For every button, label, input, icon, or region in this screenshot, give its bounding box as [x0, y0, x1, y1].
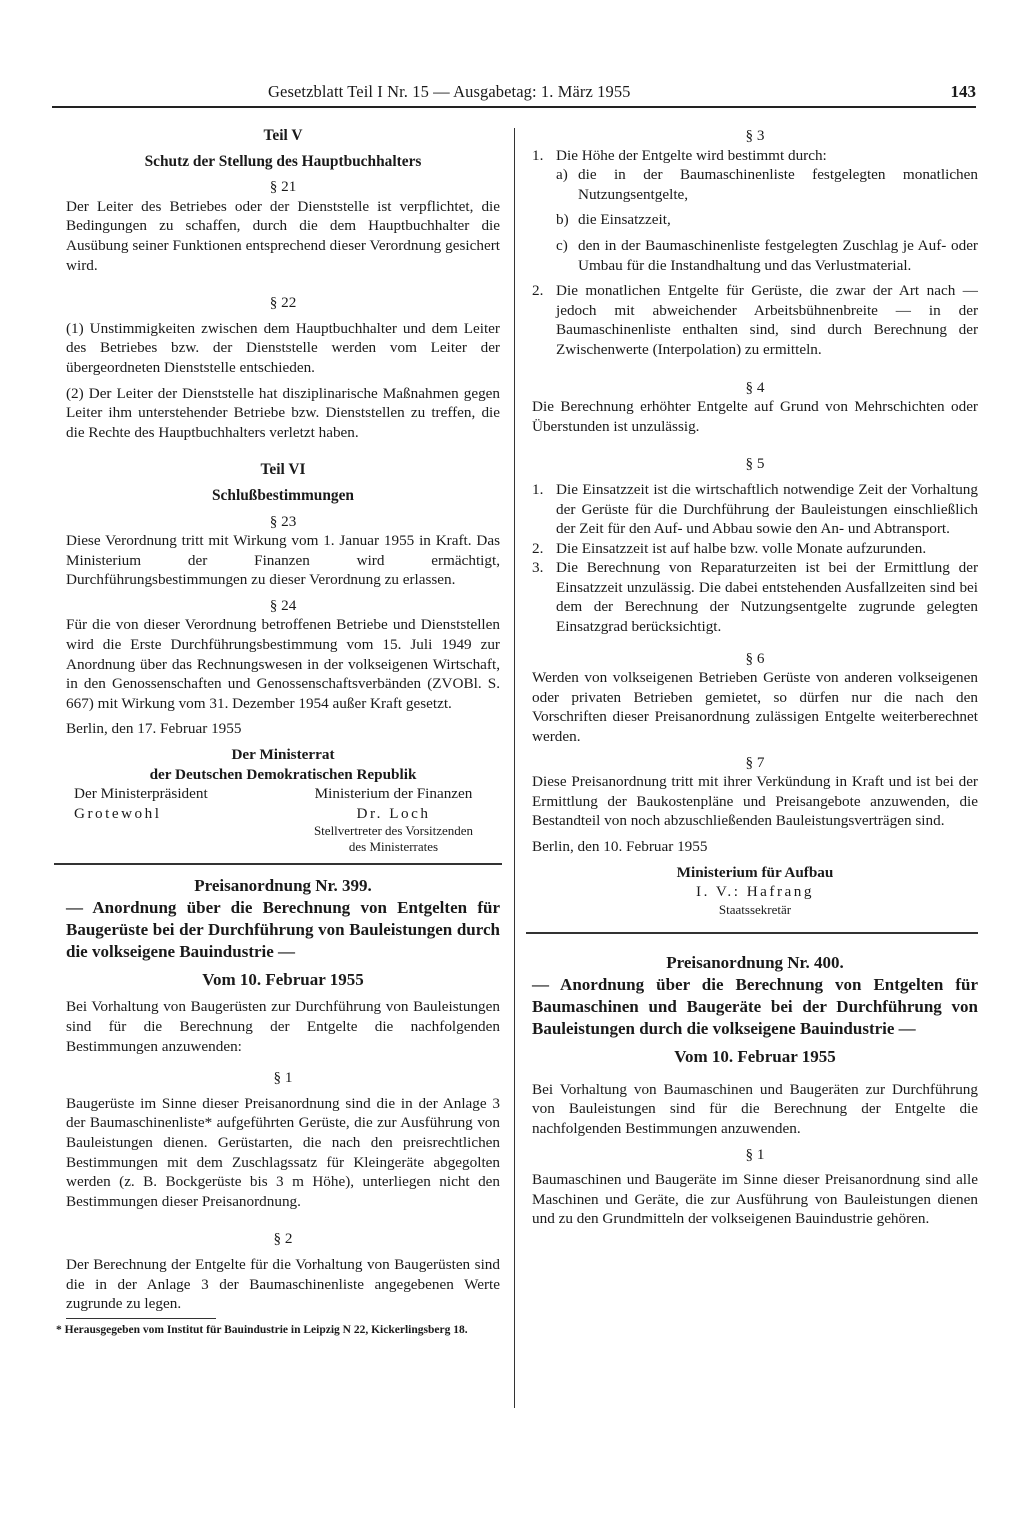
- signature-org-right: Ministerium für Aufbau: [676, 863, 834, 881]
- paragraph-label-399-6: § 6: [745, 649, 765, 667]
- paragraph-text-399-2: Der Berechnung der Entgelte für die Vorhaltung von Baugerüsten sind die in der Anlage 3 der Baumaschinenliste angegebenen Werte zugrunde zu legen.: [66, 1255, 500, 1313]
- paragraph-label-399-4: § 4: [745, 378, 765, 396]
- paragraph-label-22: § 22: [269, 294, 297, 312]
- left-column: [56, 126, 500, 1337]
- signature-names: [66, 804, 500, 824]
- preisanordnung-399-date: Vom 10. Februar 1955: [202, 970, 364, 990]
- page-number: 143: [950, 82, 976, 101]
- list-item-3-2: [532, 281, 978, 359]
- paragraph-label-399-7: § 7: [745, 753, 765, 771]
- preisanordnung-399-subtitle: — Anordnung über die Berechnung von Entgelten für Baugerüste bei der Durchführung von Bauleistungen durch die volkseigene Bauindustrie —: [66, 898, 500, 962]
- list-item-3-c: [532, 236, 978, 275]
- signature-left-role: Der Ministerpräsident: [74, 785, 208, 803]
- paragraph-text-399-1: Baugerüste im Sinne dieser Preisanordnung sind die in der Anlage 3 der Baumaschinenliste* aufgeführten Gerüste, die zur Ausführung von Bauleistungen dienen. Gerüstarten, die nach den preisrechtlichen Bestimmungen mit dem Zuschlagssatz für Kleingeräte abgegolten werden (z. B. Bockgerüste bis 3 m Höhe), unterliegen nicht den Bestimmungen dieser Preisanordnung.: [66, 1094, 500, 1210]
- list-text: Die Berechnung von Reparaturzeiten ist bei der Ermittlung der Einsatzzeit unzulässig. Die dabei entstehenden Ausfallzeiten sind bei dem der Berechnung der Nutzungsentgelte zugrunde gelegten Einsatzgrad berücksichtigt.: [556, 559, 978, 636]
- list-number: 3.: [532, 559, 544, 577]
- paragraph-label-400-1: § 1: [745, 1145, 765, 1163]
- list-item-3-a: [532, 165, 978, 204]
- signature-name-right: I. V.: Hafrang: [696, 883, 814, 901]
- section-rule: [54, 863, 502, 865]
- preisanordnung-399-intro: Bei Vorhaltung von Baugerüsten zur Durchführung von Bauleistungen sind für die Berechnung der Entgelte die nachfolgenden Bestimmungen anzuwenden:: [66, 998, 500, 1055]
- paragraph-text-399-7: Diese Preisanordnung tritt mit ihrer Verkündung in Kraft und ist bei der Ermittlung der Baukostenpläne und Preisangebote anzuwenden, die Bestandteil von noch abzuschließenden Bauleistungsverträgen sind.: [532, 773, 978, 830]
- preisanordnung-400-intro: Bei Vorhaltung von Baumaschinen und Baugeräten zur Durchführung von Bauleistungen sind für die Berechnung der Entgelte die nachfolgenden Bestimmungen anzuwenden.: [532, 1080, 978, 1137]
- list-item-3-1: [532, 146, 978, 166]
- signature-notes: [66, 823, 500, 839]
- right-column: [532, 126, 978, 1229]
- paragraph-label-24: § 24: [269, 596, 297, 614]
- section-title-teil-v: Schutz der Stellung des Hauptbuchhalters: [144, 152, 422, 170]
- preisanordnung-400-subtitle: — Anordnung über die Berechnung von Entgelten für Baumaschinen und Baugeräte bei der Durchführung von Bauleistungen durch die volkseigene Bauindustrie —: [532, 974, 978, 1038]
- list-text: Die Einsatzzeit ist die wirtschaftlich notwendige Zeit der Vorhaltung der Gerüste für die Durchführung der Bauleistungen einschließlich der Zeit für den Auf- und Abbau sowie den An- und Abtransport.: [556, 480, 978, 538]
- list-number: 2.: [532, 282, 544, 300]
- paragraph-label-399-5: § 5: [745, 455, 765, 473]
- list-text: Die monatlichen Entgelte für Gerüste, die zwar der Art nach — jedoch mit abweichender Arbeitsbühnenbreite — in der Baumaschinenliste enthalten sind, sind durch Berechnung der Zwischenwerte (Interpolation) zu ermitteln.: [556, 282, 978, 358]
- signature-left-name: Grotewohl: [74, 804, 162, 822]
- signature-roles: [66, 784, 500, 804]
- page-header: [52, 78, 976, 108]
- section-title-teil-vi: Schlußbestimmungen: [212, 486, 354, 504]
- list-number: 1.: [532, 146, 544, 164]
- list-item-3-b: [532, 210, 978, 230]
- preisanordnung-399-title: Preisanordnung Nr. 399.: [194, 876, 372, 896]
- list-letter: c): [556, 236, 568, 254]
- signature-org-line-2: der Deutschen Demokratischen Republik: [149, 765, 417, 783]
- paragraph-label-23: § 23: [269, 512, 297, 530]
- signature-right-note-1: Stellvertreter des Vorsitzenden: [313, 823, 474, 839]
- paragraph-text-22-1: (1) Unstimmigkeiten zwischen dem Hauptbuchhalter und dem Leiter des Betriebes bzw. der Dienststelle werden vom Leiter der übergeordneten Dienststelle entschieden.: [66, 319, 500, 376]
- list-text: Die Höhe der Entgelte wird bestimmt durch:: [556, 146, 827, 164]
- list-letter: b): [556, 211, 569, 229]
- paragraph-label-399-2: § 2: [273, 1230, 293, 1248]
- paragraph-label-21: § 21: [269, 178, 297, 196]
- section-rule-right: [526, 932, 978, 934]
- section-label-teil-v: Teil V: [263, 127, 303, 144]
- signature-notes-2: [66, 839, 500, 855]
- list-text: die Einsatzzeit,: [578, 211, 671, 229]
- section-label-teil-vi: Teil VI: [260, 461, 306, 479]
- paragraph-label-399-3: § 3: [745, 127, 765, 144]
- signature-right-name: Dr. Loch: [356, 804, 431, 822]
- paragraph-text-399-4: Die Berechnung erhöhter Entgelte auf Grund von Mehrschichten oder Überstunden ist unzulässig.: [532, 398, 978, 435]
- preisanordnung-400-date: Vom 10. Februar 1955: [674, 1046, 836, 1066]
- signature-right-note-2: des Ministerrates: [348, 839, 439, 855]
- header-title: Gesetzblatt Teil I Nr. 15 — Ausgabetag: 1. März 1955: [268, 82, 631, 101]
- paragraph-text-24: Für die von dieser Verordnung betroffenen Betriebe und Dienststellen wird die Erste Durchführungsbestimmung vom 15. Juli 1949 zur Anordnung über das Rechnungswesen in der volkseigenen Wirtschaft, in den Genossenschaften und Genossenschaftsverbänden (ZVOBl. S. 667) mit Wirkung vom 31. Dezember 1954 außer Kraft gesetzt.: [66, 616, 500, 712]
- signature-org-line-1: Der Ministerrat: [231, 746, 335, 764]
- column-divider: [514, 128, 515, 1408]
- preisanordnung-400-title: Preisanordnung Nr. 400.: [666, 952, 844, 972]
- footnote: * Herausgegeben vom Institut für Bauindustrie in Leipzig N 22, Kickerlingsberg 18.: [56, 1323, 468, 1336]
- paragraph-text-399-6: Werden von volkseigenen Betrieben Gerüste von anderen volkseigenen oder privaten Betrieben gemietet, so dürfen nur die nach den Vorschriften dieser Preisanordnung zulässigen Entgelte weiterberechnet werden.: [532, 669, 978, 746]
- place-date-right: Berlin, den 10. Februar 1955: [532, 838, 708, 855]
- paragraph-label-399-1: § 1: [273, 1069, 293, 1087]
- place-date: Berlin, den 17. Februar 1955: [66, 720, 242, 738]
- list-item-5-2: [532, 539, 978, 559]
- list-number: 1.: [532, 480, 544, 498]
- list-text: die in der Baumaschinenliste festgelegten monatlichen Nutzungsentgelte,: [578, 166, 978, 203]
- paragraph-text-22-2: (2) Der Leiter der Dienststelle hat disziplinarische Maßnahmen gegen Leiter ihm unterstehender Betriebe bzw. Dienststellen zu treffen, die die Rechte des Hauptbuchhalters verletzt haben.: [66, 384, 500, 441]
- list-number: 2.: [532, 539, 544, 557]
- list-item-5-1: [532, 480, 978, 539]
- paragraph-text-400-1: Baumaschinen und Baugeräte im Sinne dieser Preisanordnung sind alle Maschinen und Geräte, die zur Ausführung von Bauleistungen dienen und zu den Grundmitteln der volkseigenen Bauindustrie gehören.: [532, 1171, 978, 1228]
- signature-role-right: Staatssekretär: [718, 901, 792, 917]
- footnote-rule: [66, 1318, 216, 1319]
- list-text: Die Einsatzzeit ist auf halbe bzw. volle Monate aufzurunden.: [556, 539, 927, 557]
- signature-right-role: Ministerium der Finanzen: [314, 785, 473, 803]
- list-text: den in der Baumaschinenliste festgelegten Zuschlag je Auf- oder Umbau für die Instandhaltung und das Verlustmaterial.: [578, 236, 978, 274]
- paragraph-text-21: Der Leiter des Betriebes oder der Dienststelle ist verpflichtet, die Bedingungen zu schaffen, durch die dem Hauptbuchhalter die Ausübung seiner Funktionen entsprechend dieser Verordnung gesichert wird.: [66, 197, 500, 274]
- list-item-5-3: [532, 558, 978, 636]
- paragraph-text-23: Diese Verordnung tritt mit Wirkung vom 1. Januar 1955 in Kraft. Das Ministerium der Finanzen wird ermächtigt, Durchführungsbestimmungen zu dieser Verordnung zu erlassen.: [66, 532, 500, 589]
- list-letter: a): [556, 166, 568, 184]
